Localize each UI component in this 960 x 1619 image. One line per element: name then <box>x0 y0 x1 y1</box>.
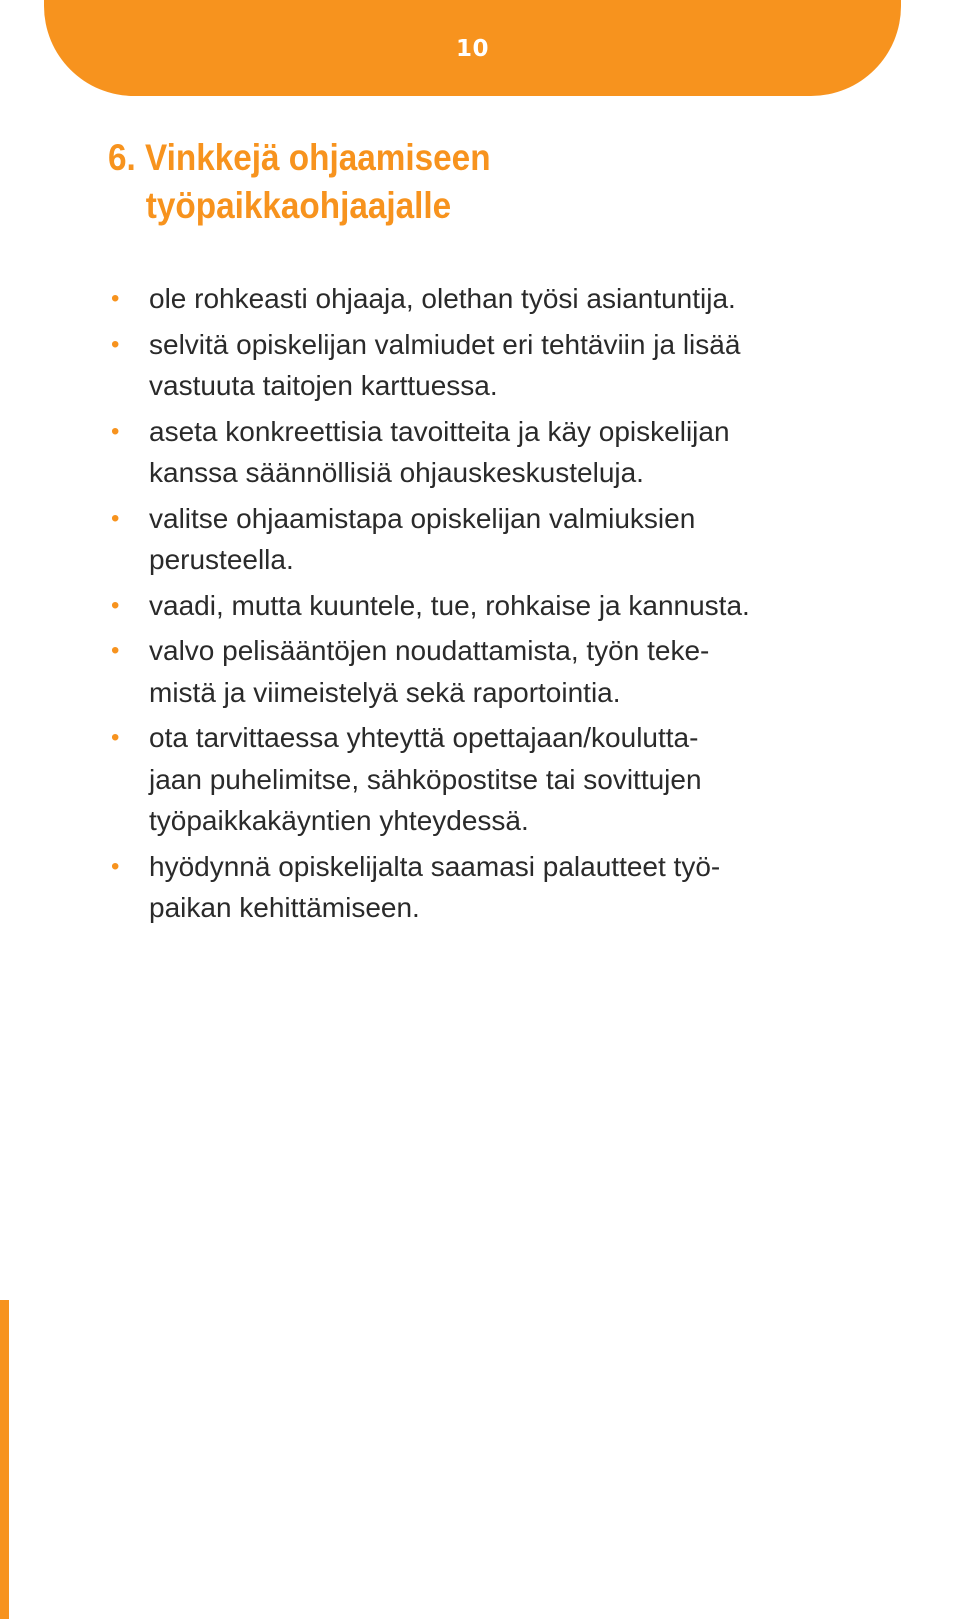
list-item <box>108 324 828 407</box>
tips-list <box>108 278 828 933</box>
list-item <box>108 846 828 929</box>
section-title-line-2: työpaikkaohjaajalle <box>145 185 452 226</box>
list-item <box>108 278 828 320</box>
bullet-icon: • <box>111 637 120 664</box>
list-item-line: jaan puhelimitse, sähköpostitse tai sovittujen <box>149 763 702 795</box>
bullet-icon: • <box>111 285 120 312</box>
bullet-icon: • <box>111 330 120 358</box>
list-item-line: kanssa säännöllisiä ohjauskeskusteluja. <box>149 457 644 488</box>
list-item <box>108 498 828 581</box>
list-item <box>108 630 828 713</box>
corner-decoration <box>0 1300 960 1619</box>
bullet-icon: • <box>111 852 120 880</box>
list-item-line: valvo pelisääntöjen noudattamista, työn teke- <box>149 635 710 666</box>
list-item-line: valitse ohjaamistapa opiskelijan valmiuksien <box>149 502 696 534</box>
list-item-line: mistä ja viimeistelyä sekä raportointia. <box>149 676 621 708</box>
list-item <box>108 717 828 842</box>
list-item-line: vastuuta taitojen karttuessa. <box>149 370 498 401</box>
page-number: 10 <box>455 36 489 62</box>
section-title <box>108 134 491 230</box>
list-item-line: työpaikkakäyntien yhteydessä. <box>149 805 529 836</box>
list-item <box>108 585 828 627</box>
section-title-line-1: 6. Vinkkejä ohjaamiseen <box>108 137 491 178</box>
list-item-line: selvitä opiskelijan valmiudet eri tehtäviin ja lisää <box>149 328 741 360</box>
list-item <box>108 411 828 494</box>
bullet-icon: • <box>111 724 120 751</box>
list-item-line: ota tarvittaessa yhteyttä opettajaan/koulutta- <box>149 722 699 753</box>
list-item-line: ole rohkeasti ohjaaja, olethan työsi asiantuntija. <box>149 283 736 314</box>
bullet-icon: • <box>111 591 120 619</box>
bullet-icon: • <box>111 504 120 532</box>
list-item-line: perusteella. <box>149 544 294 575</box>
list-item-line: vaadi, mutta kuuntele, tue, rohkaise ja kannusta. <box>149 589 750 621</box>
list-item-line: aseta konkreettisia tavoitteita ja käy opiskelijan <box>149 415 730 447</box>
header-band <box>44 0 901 96</box>
list-item-line: hyödynnä opiskelijalta saamasi palautteet työ- <box>149 850 721 882</box>
list-item-line: paikan kehittämiseen. <box>149 892 420 923</box>
bullet-icon: • <box>111 417 120 445</box>
